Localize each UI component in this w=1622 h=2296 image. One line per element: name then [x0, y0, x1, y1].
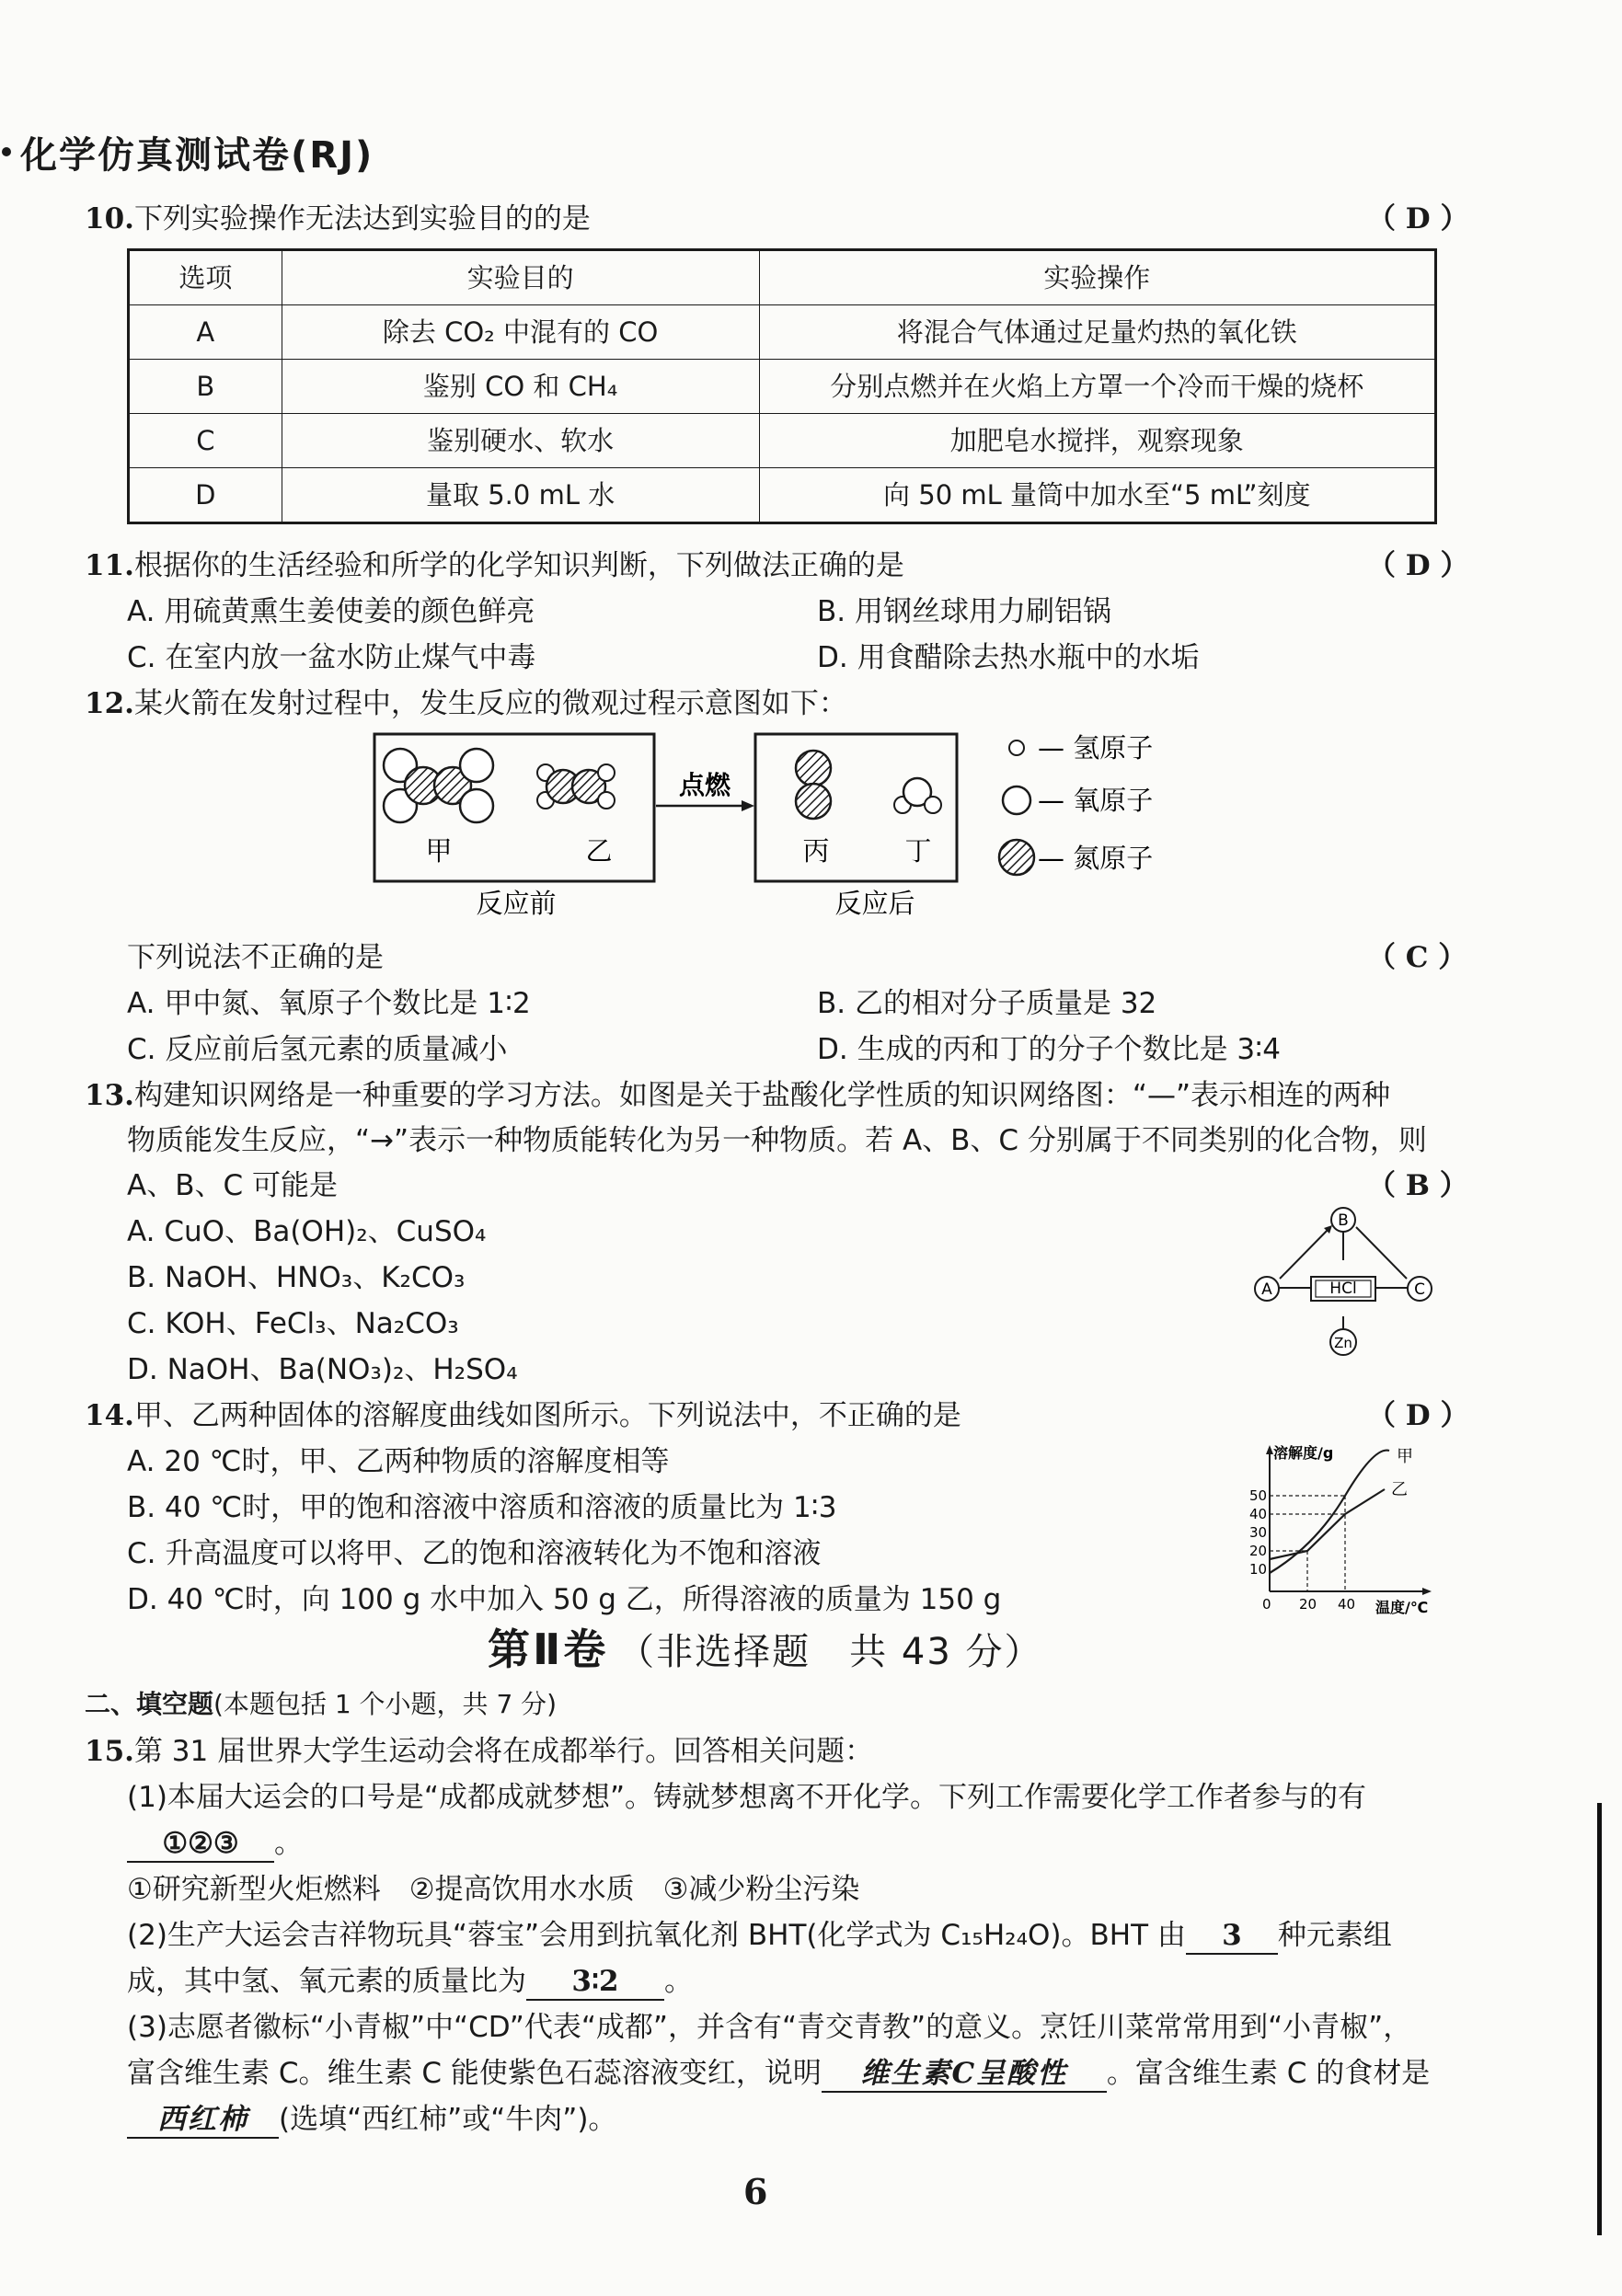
question-15-p2-line2: 成，其中氢、氧元素的质量比为 3∶2 。: [127, 1965, 693, 2001]
molecule-jia: [384, 749, 493, 822]
label-ding: 丁: [904, 835, 932, 867]
question-13-number: 13.: [85, 1079, 134, 1112]
question-15-p3-line1: (3)志愿者徽标“小青椒”中“CD”代表“成都”，并含有“青交青教”的意义。烹饪川菜常常用到“小青椒”，: [127, 2011, 1412, 2044]
question-15-p3-line2: 富含维生素 C。维生素 C 能使紫色石蕊溶液变红，说明 维生素C呈酸性 。富含维生素 C 的食材是: [127, 2057, 1430, 2093]
question-13-option-c: C. KOH、FeCl₃、Na₂CO₃: [127, 1307, 459, 1340]
section-2-title: 第Ⅱ卷: [488, 1624, 609, 1674]
question-15-number: 15.: [85, 1735, 134, 1768]
table-cell: 向 50 mL 量筒中加水至“5 mL”刻度: [759, 468, 1435, 523]
hydrogen-atom-icon: [1009, 740, 1024, 755]
oxygen-atom-icon: [1003, 786, 1030, 814]
legend-hydrogen: — 氢原子: [1038, 732, 1154, 763]
question-15-answer-5: 西红柿: [127, 2103, 279, 2139]
table-cell: C: [129, 414, 282, 468]
page-header-title: 化学仿真测试卷(RJ): [20, 134, 374, 177]
label-yi: 乙: [585, 835, 613, 867]
part-2-heading: [85, 1689, 557, 1720]
question-12-option-d: D. 生成的丙和丁的分子个数比是 3∶4: [817, 1033, 1281, 1066]
question-12-question: 下列说法不正确的是: [127, 941, 384, 974]
table-header-row: [129, 250, 1436, 305]
question-14-option-d: D. 40 ℃时，向 100 g 水中加入 50 g 乙，所得溶液的质量为 150 g: [127, 1583, 1002, 1616]
question-12-option-b: B. 乙的相对分子质量是 32: [817, 987, 1157, 1020]
question-10-stem: 10.下列实验操作无法达到实验目的的是: [85, 202, 591, 235]
table-row: [129, 468, 1436, 523]
question-14-number: 14.: [85, 1399, 134, 1432]
question-13-option-a: A. CuO、Ba(OH)₂、CuSO₄: [127, 1215, 487, 1248]
question-11-option-d: D. 用食醋除去热水瓶中的水垢: [817, 641, 1200, 674]
table-cell: B: [129, 360, 282, 414]
question-14-option-b: B. 40 ℃时，甲的饱和溶液中溶质和溶液的质量比为 1∶3: [127, 1491, 837, 1524]
question-11-option-b: B. 用钢丝球用力刷铝锅: [817, 595, 1111, 628]
molecule-ding: [894, 778, 941, 813]
page-number: 6: [743, 2171, 768, 2212]
question-15-p1-options: ①研究新型火炬燃料 ②提高饮用水水质 ③减少粉尘污染: [127, 1873, 860, 1906]
question-15-p3-line3: 西红柿 (选填“西红柿”或“牛肉”)。: [127, 2103, 616, 2139]
table-cell: 加肥皂水搅拌，观察现象: [759, 414, 1435, 468]
part-2-note: (本题包括 1 个小题，共 7 分): [213, 1689, 558, 1719]
question-15-answer-1: ①②③: [127, 1827, 274, 1863]
graph-xlabel: 温度/℃: [1375, 1599, 1429, 1616]
molecule-bing: [796, 751, 831, 819]
question-15-answer-4: 维生素C呈酸性: [822, 2057, 1107, 2093]
network-right: C: [1414, 1280, 1425, 1299]
question-12-stem: 12.某火箭在发射过程中，发生反应的微观过程示意图如下：: [85, 687, 847, 720]
question-13-stem-line1: 13.构建知识网络是一种重要的学习方法。如图是关于盐酸化学性质的知识网络图：“—”表示相连的两种: [85, 1079, 1391, 1112]
question-13-answer: （ B ）: [1367, 1169, 1468, 1202]
solubility-graph: [1233, 1440, 1435, 1619]
question-12-number: 12.: [85, 687, 134, 720]
nitrogen-atom-icon: [999, 840, 1034, 875]
hcl-network-diagram: [1251, 1205, 1435, 1361]
before-label: 反应前: [476, 888, 557, 919]
series-label-yi: 乙: [1391, 1480, 1408, 1499]
y-tick-label: 40: [1249, 1506, 1268, 1522]
section-2-heading: [488, 1624, 1043, 1675]
question-13-option-d: D. NaOH、Ba(NO₃)₂、H₂SO₄: [127, 1353, 518, 1386]
y-tick-label: 20: [1249, 1543, 1268, 1559]
question-15-p1-line1: (1)本届大运会的口号是“成都成就梦想”。铸就梦想离不开化学。下列工作需要化学工作者参与的有: [127, 1781, 1367, 1814]
table-row: [129, 360, 1436, 414]
question-13-stem-line2: 物质能发生反应，“→”表示一种物质能转化为另一种物质。若 A、B、C 分别属于不同类别的化合物，则: [127, 1124, 1427, 1157]
question-10-answer: （ D ）: [1367, 202, 1469, 235]
question-10-table: [127, 248, 1437, 524]
question-11-answer: （ D ）: [1367, 549, 1469, 582]
question-14-stem: 14.甲、乙两种固体的溶解度曲线如图所示。下列说法中，不正确的是: [85, 1399, 961, 1432]
question-15-answer-3: 3∶2: [526, 1965, 664, 2001]
graph-ylabel: 溶解度/g: [1273, 1444, 1334, 1462]
table-cell: 除去 CO₂ 中混有的 CO: [282, 305, 759, 360]
table-row: [129, 305, 1436, 360]
question-12-option-a: A. 甲中氮、氧原子个数比是 1∶2: [127, 987, 531, 1020]
table-row: [129, 414, 1436, 468]
table-cell: A: [129, 305, 282, 360]
network-center: HCl: [1329, 1280, 1357, 1298]
y-tick-label: 10: [1249, 1561, 1268, 1578]
arrow-label: 点燃: [678, 770, 731, 800]
table-cell: 鉴别硬水、软水: [282, 414, 759, 468]
table-cell: 将混合气体通过足量灼热的氧化铁: [759, 305, 1435, 360]
x-axis-arrow-icon: [1422, 1588, 1432, 1595]
y-axis-arrow-icon: [1266, 1445, 1273, 1454]
network-left: A: [1261, 1280, 1272, 1299]
table-cell: 鉴别 CO 和 CH₄: [282, 360, 759, 414]
network-top: B: [1338, 1211, 1349, 1230]
question-12-answer: （ C ）: [1367, 941, 1467, 974]
y-tick-label: 30: [1249, 1524, 1268, 1541]
table-header-cell: 选项: [129, 250, 282, 305]
question-13-stem-line3: A、B、C 可能是: [127, 1169, 338, 1202]
part-2-label: 二、填空题: [85, 1689, 214, 1719]
question-11-number: 11.: [85, 549, 134, 582]
table-header-cell: 实验操作: [759, 250, 1435, 305]
question-10-number: 10.: [85, 202, 134, 235]
scan-edge-shadow: [1597, 1803, 1602, 2235]
molecule-yi: [537, 764, 615, 809]
label-bing: 丙: [802, 835, 830, 867]
question-14-option-c: C. 升高温度可以将甲、乙的饱和溶液转化为不饱和溶液: [127, 1537, 822, 1570]
legend-oxygen: — 氧原子: [1038, 785, 1154, 816]
after-label: 反应后: [834, 888, 915, 919]
question-14-answer: （ D ）: [1367, 1399, 1469, 1432]
section-2-subtitle: （非选择题 共 43 分）: [617, 1631, 1043, 1673]
question-11-option-c: C. 在室内放一盆水防止煤气中毒: [127, 641, 536, 674]
question-11-stem: 11.根据你的生活经验和所学的化学知识判断，下列做法正确的是: [85, 549, 904, 582]
question-15-p1-line2: ①②③ 。: [127, 1827, 303, 1863]
table-cell: 分别点燃并在火焰上方罩一个冷而干燥的烧杯: [759, 360, 1435, 414]
y-tick-label: 50: [1249, 1487, 1268, 1504]
table-cell: D: [129, 468, 282, 523]
legend-nitrogen: — 氮原子: [1038, 843, 1154, 874]
question-15-answer-2: 3: [1186, 1919, 1278, 1955]
x-tick-label: 40: [1338, 1596, 1356, 1613]
question-12-option-c: C. 反应前后氢元素的质量减小: [127, 1033, 508, 1066]
reaction-diagram: [350, 718, 1233, 938]
question-15-stem: 15.第 31 届世界大学生运动会将在成都举行。回答相关问题：: [85, 1735, 874, 1768]
arrow-head-icon: [742, 800, 754, 811]
curve-yi: [1270, 1489, 1385, 1559]
series-label-jia: 甲: [1397, 1447, 1413, 1466]
x-tick-label: 0: [1262, 1596, 1271, 1613]
x-tick-label: 20: [1299, 1596, 1317, 1613]
table-cell: 量取 5.0 mL 水: [282, 468, 759, 523]
table-header-cell: 实验目的: [282, 250, 759, 305]
label-jia: 甲: [425, 835, 453, 867]
network-bottom: Zn: [1334, 1335, 1352, 1351]
question-11-option-a: A. 用硫黄熏生姜使姜的颜色鲜亮: [127, 595, 535, 628]
question-13-option-b: B. NaOH、HNO₃、K₂CO₃: [127, 1261, 466, 1294]
question-14-option-a: A. 20 ℃时，甲、乙两种物质的溶解度相等: [127, 1445, 670, 1478]
header-bullet: [2, 147, 11, 156]
question-15-p2-line1: (2)生产大运会吉祥物玩具“蓉宝”会用到抗氧化剂 BHT(化学式为 C₁₅H₂₄O)。BHT 由 3 种元素组: [127, 1919, 1392, 1955]
